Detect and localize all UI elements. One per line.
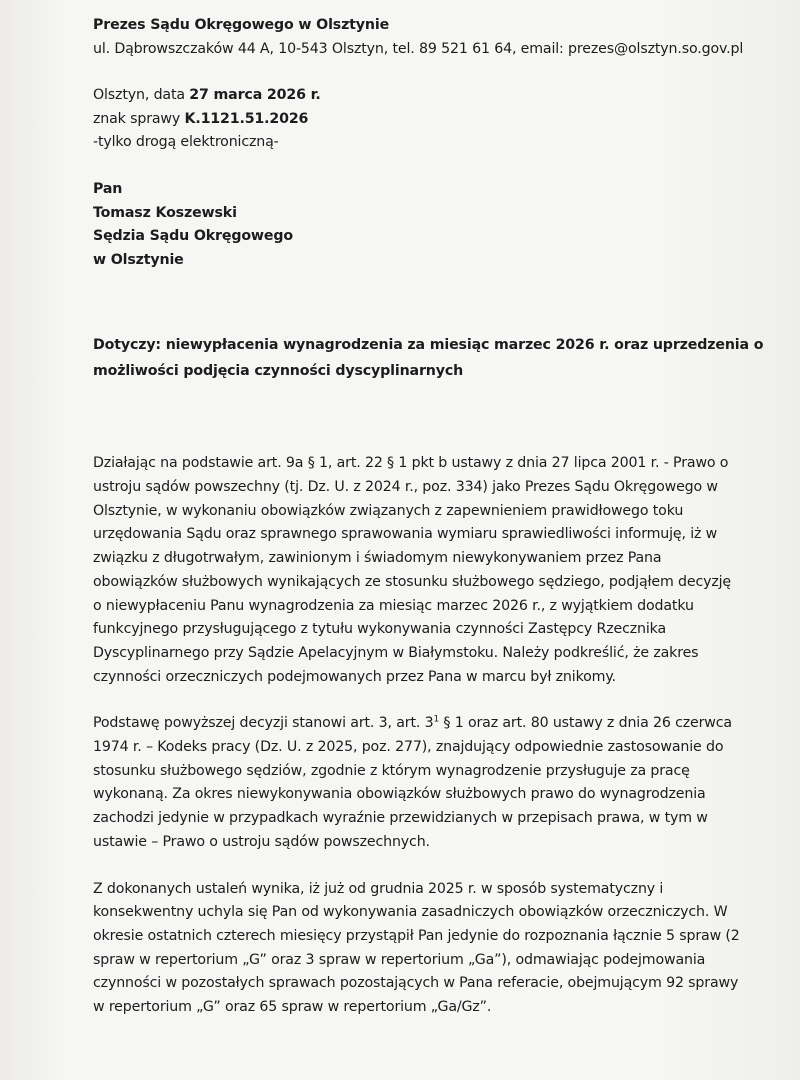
recipient-line: Tomasz Koszewski bbox=[93, 204, 237, 221]
case-value: K.1121.51.2026 bbox=[184, 110, 309, 127]
case-number bbox=[93, 108, 733, 132]
paragraph-line: funkcyjnego przysługującego z tytułu wykonywania czynności Zastępcy Rzecznika bbox=[93, 621, 667, 638]
paragraph-line: 1974 r. – Kodeks pracy (Dz. U. z 2025, poz. 277), znajdujący odpowiednie zastosowanie do bbox=[93, 739, 724, 756]
paragraph-line: czynności orzeczniczych podejmowanych przez Pana w marcu był znikomy. bbox=[93, 668, 616, 685]
paragraph-line: stosunku służbowego sędziów, zgodnie z którym wynagrodzenie przysługuje za pracę bbox=[93, 762, 690, 779]
recipient-line: w Olsztynie bbox=[93, 251, 184, 268]
date-value: 27 marca 2026 r. bbox=[189, 87, 321, 104]
recipient-line: Pan bbox=[93, 180, 123, 197]
sender-office: Prezes Sądu Okręgowego w Olsztynie bbox=[93, 17, 390, 33]
body-paragraph-2 bbox=[93, 712, 733, 854]
paragraph-line: o niewypłaceniu Panu wynagrodzenia za miesiąc marzec 2026 r., z wyjątkiem dodatku bbox=[93, 597, 694, 614]
paragraph-line: Z dokonanych ustaleń wynika, iż już od grudnia 2025 r. w sposób systematyczny i bbox=[93, 880, 664, 897]
body-paragraph-3 bbox=[93, 878, 740, 1020]
paragraph-line: związku z długotrwałym, zawinionym i świadomym niewykonywaniem przez Pana bbox=[93, 550, 662, 567]
paragraph-line: Działając na podstawie art. 9a § 1, art. 22 § 1 pkt b ustawy z dnia 27 lipca 2001 r. - Prawo o bbox=[93, 455, 729, 472]
paragraph-line: okresie ostatnich czterech miesięcy przystąpił Pan jedynie do rozpoznania łącznie 5 spraw (2 bbox=[93, 928, 740, 944]
case-prefix: znak sprawy bbox=[93, 110, 185, 127]
paragraph-line: wykonaną. Za okres niewykonywania obowiązków służbowych prawo do wynagrodzenia bbox=[93, 786, 706, 803]
paragraph-line: Olsztynie, w wykonaniu obowiązków związanych z zapewnieniem prawidłowego toku bbox=[93, 502, 684, 519]
paragraph-line: obowiązków służbowych wynikających ze stosunku służbowego sędziego, podjąłem decyzję bbox=[93, 573, 732, 590]
subject-line: możliwości podjęcia czynności dyscyplinarnych bbox=[93, 363, 464, 380]
paragraph-line: konsekwentny uchyla się Pan od wykonywania zasadniczych obowiązków orzeczniczych. W bbox=[93, 904, 728, 921]
paragraph-line: w repertorium „G” oraz 65 spraw w repertorium „Ga/Gz”. bbox=[93, 999, 492, 1016]
date-prefix: Olsztyn, data bbox=[93, 87, 190, 104]
subject-block bbox=[93, 332, 764, 384]
letter-date bbox=[93, 84, 733, 108]
paragraph-line: Dyscyplinarnego przy Sądzie Apelacyjnym w Białymstoku. Należy podkreślić, że zakres bbox=[93, 644, 699, 661]
superscript: 1 bbox=[433, 714, 440, 725]
paragraph-line: spraw w repertorium „G” oraz 3 spraw w repertorium „Ga”), odmawiając podejmowania bbox=[93, 951, 706, 968]
paragraph-text: § 1 oraz art. 80 ustawy z dnia 26 czerwca bbox=[439, 715, 732, 732]
recipient-block bbox=[93, 178, 733, 272]
paragraph-text: Podstawę powyższej decyzji stanowi art. 3, art. 3 bbox=[93, 715, 434, 732]
recipient-line: Sędzia Sądu Okręgowego bbox=[93, 228, 293, 245]
paragraph-line bbox=[93, 712, 733, 736]
paragraph-line: ustawie – Prawo o ustroju sądów powszechnych. bbox=[93, 833, 430, 850]
paragraph-line: urzędowania Sądu oraz sprawnego sprawowania wymiaru sprawiedliwości informuję, iż w bbox=[93, 526, 718, 543]
letter bbox=[93, 14, 764, 1020]
paragraph-line: zachodzi jedynie w przypadkach wyraźnie przewidzianych w przepisach prawa, w tym w bbox=[93, 810, 708, 827]
body-paragraph-1 bbox=[93, 452, 733, 689]
paragraph-line: ustroju sądów powszechny (tj. Dz. U. z 2024 r., poz. 334) jako Prezes Sądu Okręgowego w bbox=[93, 479, 718, 496]
delivery-note: -tylko drogą elektroniczną- bbox=[93, 134, 279, 151]
paragraph-line: czynności w pozostałych sprawach pozostających w Pana referacie, obejmującym 92 sprawy bbox=[93, 975, 739, 992]
sender-address: ul. Dąbrowszczaków 44 A, 10-543 Olsztyn, tel. 89 521 61 64, email: prezes@olsztyn.so.gov.pl bbox=[93, 40, 744, 57]
subject-line: Dotyczy: niewypłacenia wynagrodzenia za miesiąc marzec 2026 r. oraz uprzedzenia o bbox=[93, 337, 764, 354]
